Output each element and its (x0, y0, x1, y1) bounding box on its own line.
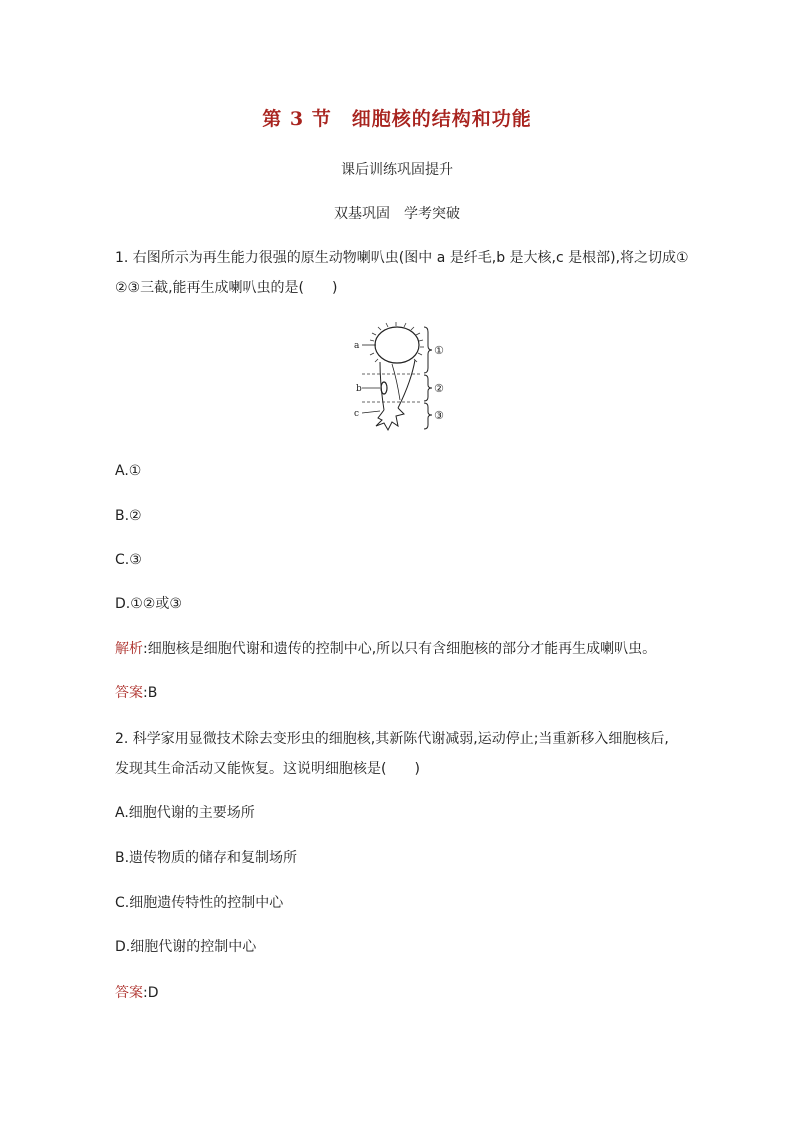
question-1-stem-line-1: 1. 右图所示为再生能力很强的原生动物喇叭虫(图中 a 是纤毛,b 是大核,c 是根部),将之切成① (115, 250, 689, 266)
section-1-label: ① (434, 344, 444, 357)
answer-label: 答案 (115, 985, 143, 1001)
trumpet-animalcule-diagram (340, 322, 450, 434)
question-1-option-b: B.② (115, 508, 142, 524)
macronucleus (381, 382, 387, 394)
question-2-option-b: B.遗传物质的储存和复制场所 (115, 850, 298, 866)
explanation-text: :细胞核是细胞代谢和遗传的控制中心,所以只有含细胞核的部分才能再生成喇叭虫。 (143, 641, 657, 657)
answer-label: 答案 (115, 685, 143, 701)
question-2-answer (115, 983, 159, 1003)
label-c: c (354, 409, 360, 419)
question-2-stem-line-2: 发现其生命活动又能恢复。这说明细胞核是( ) (115, 761, 420, 777)
trumpet-animalcule-figure (340, 322, 450, 434)
section-3-label: ③ (434, 409, 444, 422)
question-2-option-c: C.细胞遗传特性的控制中心 (115, 895, 284, 911)
cilia-marks (370, 322, 424, 362)
answer-value: :B (143, 685, 158, 701)
label-b: b (356, 384, 362, 394)
question-2-stem-line-1: 2. 科学家用显微技术除去变形虫的细胞核,其新陈代谢减弱,运动停止;当重新移入细胞核后, (115, 731, 669, 747)
label-a: a (354, 341, 360, 351)
explanation-label: 解析 (115, 641, 143, 657)
question-1-explanation (115, 639, 656, 659)
question-1-answer (115, 683, 157, 703)
question-1-stem-line-2: ②③三截,能再生成喇叭虫的是( ) (115, 280, 338, 296)
section-2-label: ② (434, 382, 444, 395)
label-c-leader (362, 411, 380, 413)
question-1-option-d: D.①②或③ (115, 596, 182, 612)
question-2-option-a: A.细胞代谢的主要场所 (115, 805, 255, 821)
question-2-option-d: D.细胞代谢的控制中心 (115, 939, 257, 955)
gullet (392, 364, 400, 400)
body-outline-right (398, 360, 415, 408)
page-title: 第 3 节 细胞核的结构和功能 (262, 108, 532, 130)
question-1-option-c: C.③ (115, 552, 142, 568)
brace-section-3 (424, 403, 432, 429)
question-1-option-a: A.① (115, 463, 142, 479)
section-subtitle: 课后训练巩固提升 (341, 162, 453, 178)
oral-disc (375, 327, 419, 363)
answer-value: :D (143, 985, 159, 1001)
brace-section-1 (424, 327, 432, 373)
section-subtitle-secondary: 双基巩固 学考突破 (334, 206, 460, 222)
brace-section-2 (424, 375, 432, 401)
root-holdfast (376, 408, 404, 430)
